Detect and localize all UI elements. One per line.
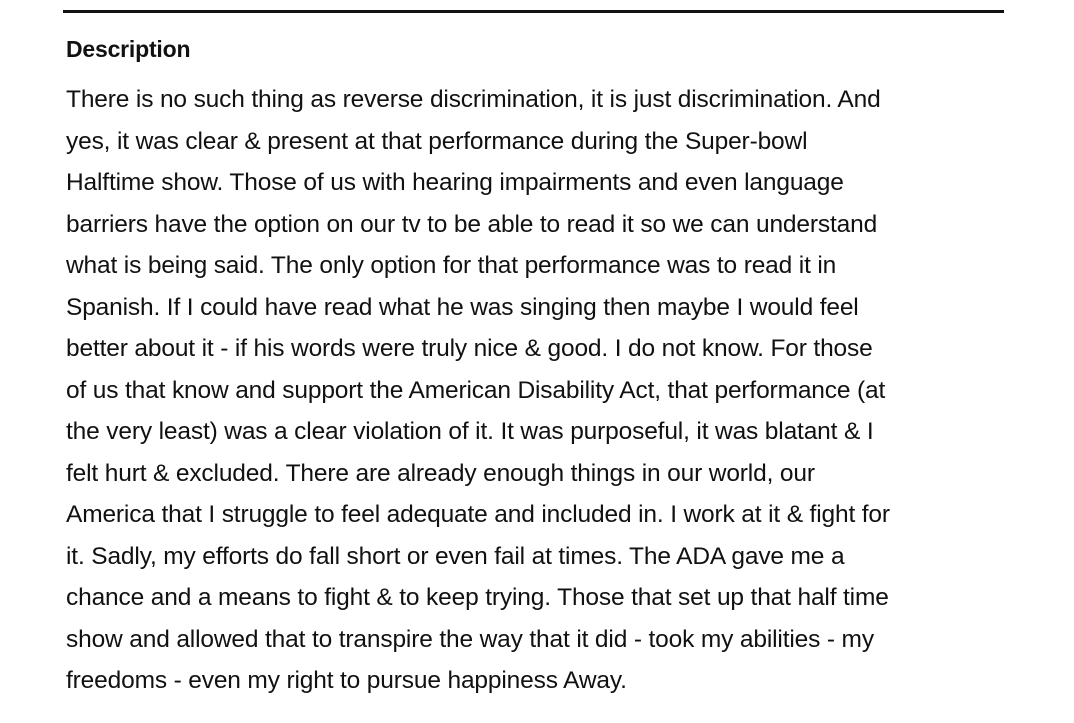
section-heading: Description xyxy=(66,36,191,62)
text-line: freedoms - even my right to pursue happiness Away. xyxy=(66,667,627,694)
description-section xyxy=(63,10,1004,702)
text-line: There is no such thing as reverse discrimination, it is just discrimination. And xyxy=(66,86,881,113)
text-line: it. Sadly, my efforts do fall short or even fail at times. The ADA gave me a xyxy=(66,542,845,570)
text-line: chance and a means to fight & to keep trying. Those that set up that half time xyxy=(66,584,889,611)
description-text xyxy=(66,79,1004,702)
text-line: barriers have the option on our tv to be able to read it so we can understand xyxy=(66,210,878,238)
text-line: America that I struggle to feel adequate and included in. I work at it & fight for xyxy=(66,501,890,528)
section-divider xyxy=(63,10,1004,13)
text-line: the very least) was a clear violation of it. It was purposeful, it was blatant & I xyxy=(66,418,874,445)
text-line: what is being said. The only option for that performance was to read it in xyxy=(66,252,837,279)
text-line: felt hurt & excluded. There are already enough things in our world, our xyxy=(66,459,815,487)
text-line: yes, it was clear & present at that performance during the Super-bowl xyxy=(66,127,808,155)
text-line: Halftime show. Those of us with hearing impairments and even language xyxy=(66,169,844,196)
text-line: better about it - if his words were truly nice & good. I do not know. For those xyxy=(66,335,873,362)
text-line: Spanish. If I could have read what he was singing then maybe I would feel xyxy=(66,293,859,321)
text-line: show and allowed that to transpire the way that it did - took my abilities - my xyxy=(66,625,874,653)
text-line: of us that know and support the American Disability Act, that performance (at xyxy=(66,376,886,404)
